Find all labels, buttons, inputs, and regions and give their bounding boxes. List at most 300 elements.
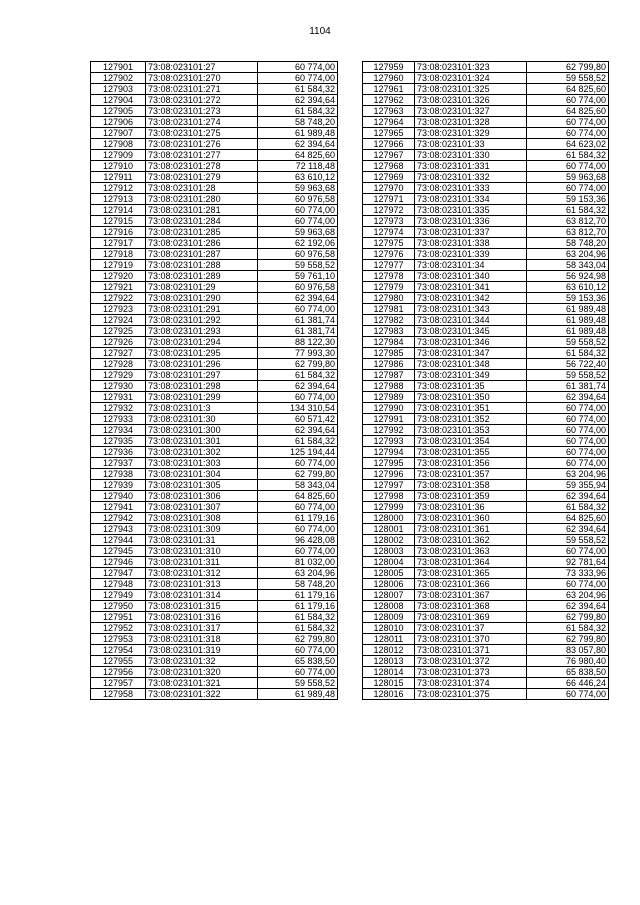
value-cell: 62 394,64 [258, 293, 338, 304]
table-row [363, 139, 609, 150]
value-cell: 60 774,00 [527, 447, 609, 458]
table-row [363, 370, 609, 381]
row-number-cell: 127984 [363, 337, 415, 348]
table-row [363, 425, 609, 436]
value-cell: 59 153,36 [527, 194, 609, 205]
table-row [363, 392, 609, 403]
cadastral-number-cell: 73:08:023101:284 [146, 216, 258, 227]
cadastral-number-cell: 73:08:023101:348 [415, 359, 527, 370]
row-number-cell: 127933 [91, 414, 146, 425]
cadastral-number-cell: 73:08:023101:310 [146, 546, 258, 557]
table-row [363, 546, 609, 557]
table-row [363, 128, 609, 139]
table-row [91, 447, 338, 458]
row-number-cell: 127983 [363, 326, 415, 337]
cadastral-number-cell: 73:08:023101:273 [146, 106, 258, 117]
value-cell: 61 179,16 [258, 601, 338, 612]
row-number-cell: 128001 [363, 524, 415, 535]
table-row [363, 623, 609, 634]
row-number-cell: 127903 [91, 84, 146, 95]
table-row [363, 205, 609, 216]
cadastral-number-cell: 73:08:023101:294 [146, 337, 258, 348]
cadastral-number-cell: 73:08:023101:32 [146, 656, 258, 667]
value-cell: 60 976,58 [258, 282, 338, 293]
value-cell: 62 394,64 [258, 95, 338, 106]
cadastral-number-cell: 73:08:023101:317 [146, 623, 258, 634]
cadastral-number-cell: 73:08:023101:352 [415, 414, 527, 425]
cadastral-number-cell: 73:08:023101:301 [146, 436, 258, 447]
value-cell: 63 204,96 [527, 590, 609, 601]
cadastral-number-cell: 73:08:023101:355 [415, 447, 527, 458]
table-row [91, 414, 338, 425]
row-number-cell: 127924 [91, 315, 146, 326]
table-row [91, 601, 338, 612]
cadastral-number-cell: 73:08:023101:353 [415, 425, 527, 436]
row-number-cell: 128016 [363, 689, 415, 700]
row-number-cell: 127939 [91, 480, 146, 491]
row-number-cell: 127956 [91, 667, 146, 678]
value-cell: 64 623,02 [527, 139, 609, 150]
cadastral-number-cell: 73:08:023101:37 [415, 623, 527, 634]
cadastral-number-cell: 73:08:023101:334 [415, 194, 527, 205]
value-cell: 60 774,00 [527, 546, 609, 557]
table-row [91, 425, 338, 436]
value-cell: 59 558,52 [527, 73, 609, 84]
value-cell: 60 774,00 [527, 403, 609, 414]
register-table-right [362, 61, 609, 700]
value-cell: 58 748,20 [258, 117, 338, 128]
cadastral-number-cell: 73:08:023101:293 [146, 326, 258, 337]
cadastral-number-cell: 73:08:023101:338 [415, 238, 527, 249]
cadastral-number-cell: 73:08:023101:371 [415, 645, 527, 656]
table-row [91, 502, 338, 513]
table-row [91, 678, 338, 689]
cadastral-number-cell: 73:08:023101:351 [415, 403, 527, 414]
row-number-cell: 127945 [91, 546, 146, 557]
cadastral-number-cell: 73:08:023101:339 [415, 249, 527, 260]
value-cell: 61 584,32 [258, 436, 338, 447]
table-row [363, 557, 609, 568]
value-cell: 60 774,00 [527, 117, 609, 128]
value-cell: 61 989,48 [527, 315, 609, 326]
value-cell: 63 610,12 [258, 172, 338, 183]
value-cell: 61 584,32 [258, 84, 338, 95]
row-number-cell: 127954 [91, 645, 146, 656]
cadastral-number-cell: 73:08:023101:286 [146, 238, 258, 249]
cadastral-number-cell: 73:08:023101:285 [146, 227, 258, 238]
cadastral-number-cell: 73:08:023101:319 [146, 645, 258, 656]
table-row [91, 62, 338, 73]
table-row [363, 689, 609, 700]
row-number-cell: 127907 [91, 128, 146, 139]
row-number-cell: 127936 [91, 447, 146, 458]
table-row [363, 656, 609, 667]
row-number-cell: 127916 [91, 227, 146, 238]
value-cell: 61 179,16 [258, 590, 338, 601]
table-row [91, 645, 338, 656]
value-cell: 59 963,68 [258, 183, 338, 194]
value-cell: 60 774,00 [258, 546, 338, 557]
table-row [91, 557, 338, 568]
table-row [363, 381, 609, 392]
table-row [363, 337, 609, 348]
row-number-cell: 127955 [91, 656, 146, 667]
cadastral-number-cell: 73:08:023101:281 [146, 205, 258, 216]
cadastral-number-cell: 73:08:023101:308 [146, 513, 258, 524]
value-cell: 62 394,64 [527, 524, 609, 535]
cadastral-number-cell: 73:08:023101:290 [146, 293, 258, 304]
value-cell: 60 774,00 [527, 128, 609, 139]
row-number-cell: 127922 [91, 293, 146, 304]
cadastral-number-cell: 73:08:023101:277 [146, 150, 258, 161]
row-number-cell: 127989 [363, 392, 415, 403]
value-cell: 61 584,32 [258, 106, 338, 117]
row-number-cell: 127908 [91, 139, 146, 150]
cadastral-number-cell: 73:08:023101:329 [415, 128, 527, 139]
cadastral-number-cell: 73:08:023101:307 [146, 502, 258, 513]
row-number-cell: 127987 [363, 370, 415, 381]
row-number-cell: 127999 [363, 502, 415, 513]
table-row [91, 139, 338, 150]
table-row [363, 359, 609, 370]
table-row [91, 128, 338, 139]
value-cell: 62 799,80 [258, 359, 338, 370]
row-number-cell: 127976 [363, 249, 415, 260]
row-number-cell: 127953 [91, 634, 146, 645]
table-row [91, 458, 338, 469]
row-number-cell: 127973 [363, 216, 415, 227]
cadastral-number-cell: 73:08:023101:297 [146, 370, 258, 381]
cadastral-number-cell: 73:08:023101:304 [146, 469, 258, 480]
row-number-cell: 127920 [91, 271, 146, 282]
table-row [363, 106, 609, 117]
row-number-cell: 127910 [91, 161, 146, 172]
row-number-cell: 127948 [91, 579, 146, 590]
cadastral-number-cell: 73:08:023101:36 [415, 502, 527, 513]
table-row [363, 172, 609, 183]
row-number-cell: 128015 [363, 678, 415, 689]
table-row [91, 590, 338, 601]
table-row [363, 458, 609, 469]
cadastral-number-cell: 73:08:023101:333 [415, 183, 527, 194]
cadastral-number-cell: 73:08:023101:358 [415, 480, 527, 491]
cadastral-number-cell: 73:08:023101:331 [415, 161, 527, 172]
cadastral-number-cell: 73:08:023101:374 [415, 678, 527, 689]
row-number-cell: 128013 [363, 656, 415, 667]
cadastral-number-cell: 73:08:023101:299 [146, 392, 258, 403]
row-number-cell: 127966 [363, 139, 415, 150]
row-number-cell: 127965 [363, 128, 415, 139]
value-cell: 62 799,80 [527, 612, 609, 623]
value-cell: 60 774,00 [527, 425, 609, 436]
value-cell: 81 032,00 [258, 557, 338, 568]
row-number-cell: 127949 [91, 590, 146, 601]
row-number-cell: 127962 [363, 95, 415, 106]
value-cell: 62 394,64 [527, 392, 609, 403]
value-cell: 60 774,00 [258, 667, 338, 678]
value-cell: 66 446,24 [527, 678, 609, 689]
cadastral-number-cell: 73:08:023101:340 [415, 271, 527, 282]
table-row [91, 568, 338, 579]
value-cell: 61 584,32 [258, 612, 338, 623]
cadastral-number-cell: 73:08:023101:278 [146, 161, 258, 172]
table-row [91, 623, 338, 634]
table-row [91, 656, 338, 667]
value-cell: 76 980,40 [527, 656, 609, 667]
row-number-cell: 127918 [91, 249, 146, 260]
page-number: 1104 [309, 26, 331, 37]
value-cell: 61 584,32 [527, 623, 609, 634]
row-number-cell: 127909 [91, 150, 146, 161]
row-number-cell: 127970 [363, 183, 415, 194]
row-number-cell: 128014 [363, 667, 415, 678]
table-row [91, 106, 338, 117]
value-cell: 59 963,68 [527, 172, 609, 183]
cadastral-number-cell: 73:08:023101:313 [146, 579, 258, 590]
row-number-cell: 127981 [363, 304, 415, 315]
row-number-cell: 127944 [91, 535, 146, 546]
cadastral-number-cell: 73:08:023101:326 [415, 95, 527, 106]
value-cell: 62 192,06 [258, 238, 338, 249]
value-cell: 58 748,20 [258, 579, 338, 590]
row-number-cell: 127974 [363, 227, 415, 238]
cadastral-number-cell: 73:08:023101:288 [146, 260, 258, 271]
row-number-cell: 128010 [363, 623, 415, 634]
cadastral-number-cell: 73:08:023101:321 [146, 678, 258, 689]
row-number-cell: 127904 [91, 95, 146, 106]
value-cell: 59 558,52 [258, 260, 338, 271]
row-number-cell: 127940 [91, 491, 146, 502]
value-cell: 61 989,48 [258, 128, 338, 139]
table-row [91, 535, 338, 546]
cadastral-number-cell: 73:08:023101:296 [146, 359, 258, 370]
table-row [363, 194, 609, 205]
row-number-cell: 127957 [91, 678, 146, 689]
table-row [363, 282, 609, 293]
row-number-cell: 127912 [91, 183, 146, 194]
row-number-cell: 127960 [363, 73, 415, 84]
row-number-cell: 127998 [363, 491, 415, 502]
row-number-cell: 127975 [363, 238, 415, 249]
table-row [363, 315, 609, 326]
row-number-cell: 127963 [363, 106, 415, 117]
row-number-cell: 127925 [91, 326, 146, 337]
table-row [91, 524, 338, 535]
row-number-cell: 128007 [363, 590, 415, 601]
row-number-cell: 127941 [91, 502, 146, 513]
row-number-cell: 127935 [91, 436, 146, 447]
cadastral-number-cell: 73:08:023101:291 [146, 304, 258, 315]
cadastral-number-cell: 73:08:023101:364 [415, 557, 527, 568]
cadastral-number-cell: 73:08:023101:280 [146, 194, 258, 205]
value-cell: 62 799,80 [527, 62, 609, 73]
value-cell: 92 781,64 [527, 557, 609, 568]
value-cell: 59 153,36 [527, 293, 609, 304]
row-number-cell: 127902 [91, 73, 146, 84]
table-row [91, 579, 338, 590]
table-row [363, 590, 609, 601]
cadastral-number-cell: 73:08:023101:337 [415, 227, 527, 238]
value-cell: 62 394,64 [258, 425, 338, 436]
table-row [91, 260, 338, 271]
cadastral-number-cell: 73:08:023101:272 [146, 95, 258, 106]
table-row [91, 282, 338, 293]
value-cell: 134 310,54 [258, 403, 338, 414]
cadastral-number-cell: 73:08:023101:295 [146, 348, 258, 359]
value-cell: 62 394,64 [258, 139, 338, 150]
cadastral-number-cell: 73:08:023101:311 [146, 557, 258, 568]
value-cell: 61 381,74 [258, 315, 338, 326]
row-number-cell: 127996 [363, 469, 415, 480]
table-row [91, 194, 338, 205]
table-row [363, 326, 609, 337]
cadastral-number-cell: 73:08:023101:332 [415, 172, 527, 183]
value-cell: 60 774,00 [258, 73, 338, 84]
row-number-cell: 127934 [91, 425, 146, 436]
cadastral-number-cell: 73:08:023101:336 [415, 216, 527, 227]
table-row [91, 172, 338, 183]
cadastral-number-cell: 73:08:023101:314 [146, 590, 258, 601]
cadastral-number-cell: 73:08:023101:318 [146, 634, 258, 645]
table-row [91, 117, 338, 128]
row-number-cell: 127913 [91, 194, 146, 205]
table-row [363, 73, 609, 84]
cadastral-number-cell: 73:08:023101:341 [415, 282, 527, 293]
table-row [363, 491, 609, 502]
table-row [91, 667, 338, 678]
table-row [363, 469, 609, 480]
row-number-cell: 127905 [91, 106, 146, 117]
cadastral-number-cell: 73:08:023101:369 [415, 612, 527, 623]
table-row [363, 612, 609, 623]
table-row [363, 403, 609, 414]
row-number-cell: 127990 [363, 403, 415, 414]
table-row [91, 436, 338, 447]
cadastral-number-cell: 73:08:023101:345 [415, 326, 527, 337]
row-number-cell: 127938 [91, 469, 146, 480]
value-cell: 58 343,04 [258, 480, 338, 491]
cadastral-number-cell: 73:08:023101:312 [146, 568, 258, 579]
value-cell: 62 394,64 [527, 601, 609, 612]
cadastral-number-cell: 73:08:023101:350 [415, 392, 527, 403]
row-number-cell: 127967 [363, 150, 415, 161]
register-table-right-body [363, 62, 609, 700]
cadastral-number-cell: 73:08:023101:306 [146, 491, 258, 502]
cadastral-number-cell: 73:08:023101:302 [146, 447, 258, 458]
row-number-cell: 127985 [363, 348, 415, 359]
cadastral-number-cell: 73:08:023101:30 [146, 414, 258, 425]
row-number-cell: 127980 [363, 293, 415, 304]
value-cell: 63 610,12 [527, 282, 609, 293]
value-cell: 60 774,00 [258, 304, 338, 315]
table-row [91, 348, 338, 359]
row-number-cell: 127923 [91, 304, 146, 315]
cadastral-number-cell: 73:08:023101:305 [146, 480, 258, 491]
value-cell: 58 343,04 [527, 260, 609, 271]
row-number-cell: 128011 [363, 634, 415, 645]
cadastral-number-cell: 73:08:023101:346 [415, 337, 527, 348]
table-row [91, 216, 338, 227]
value-cell: 60 774,00 [258, 645, 338, 656]
cadastral-number-cell: 73:08:023101:316 [146, 612, 258, 623]
value-cell: 60 774,00 [527, 436, 609, 447]
value-cell: 60 774,00 [527, 458, 609, 469]
cadastral-number-cell: 73:08:023101:359 [415, 491, 527, 502]
value-cell: 60 774,00 [258, 458, 338, 469]
value-cell: 61 381,74 [258, 326, 338, 337]
table-row [91, 293, 338, 304]
row-number-cell: 127926 [91, 337, 146, 348]
row-number-cell: 128003 [363, 546, 415, 557]
value-cell: 65 838,50 [527, 667, 609, 678]
table-row [91, 183, 338, 194]
cadastral-number-cell: 73:08:023101:360 [415, 513, 527, 524]
value-cell: 61 584,32 [527, 205, 609, 216]
table-row [363, 84, 609, 95]
cadastral-number-cell: 73:08:023101:375 [415, 689, 527, 700]
row-number-cell: 127917 [91, 238, 146, 249]
table-row [363, 634, 609, 645]
value-cell: 60 774,00 [527, 95, 609, 106]
cadastral-number-cell: 73:08:023101:323 [415, 62, 527, 73]
row-number-cell: 127964 [363, 117, 415, 128]
table-row [91, 326, 338, 337]
value-cell: 77 993,30 [258, 348, 338, 359]
row-number-cell: 127979 [363, 282, 415, 293]
table-row [91, 469, 338, 480]
value-cell: 56 722,40 [527, 359, 609, 370]
cadastral-number-cell: 73:08:023101:300 [146, 425, 258, 436]
value-cell: 56 924,98 [527, 271, 609, 282]
table-row [91, 249, 338, 260]
table-row [363, 513, 609, 524]
cadastral-number-cell: 73:08:023101:315 [146, 601, 258, 612]
cadastral-number-cell: 73:08:023101:373 [415, 667, 527, 678]
value-cell: 60 774,00 [527, 183, 609, 194]
table-row [91, 304, 338, 315]
row-number-cell: 127986 [363, 359, 415, 370]
table-row [91, 370, 338, 381]
row-number-cell: 127943 [91, 524, 146, 535]
value-cell: 61 584,32 [527, 150, 609, 161]
row-number-cell: 127901 [91, 62, 146, 73]
value-cell: 63 204,96 [258, 568, 338, 579]
row-number-cell: 127977 [363, 260, 415, 271]
row-number-cell: 127993 [363, 436, 415, 447]
row-number-cell: 127971 [363, 194, 415, 205]
value-cell: 60 774,00 [258, 392, 338, 403]
row-number-cell: 127915 [91, 216, 146, 227]
cadastral-number-cell: 73:08:023101:275 [146, 128, 258, 139]
value-cell: 62 799,80 [527, 634, 609, 645]
table-row [91, 403, 338, 414]
cadastral-number-cell: 73:08:023101:366 [415, 579, 527, 590]
value-cell: 61 989,48 [527, 326, 609, 337]
value-cell: 63 812,70 [527, 216, 609, 227]
cadastral-number-cell: 73:08:023101:361 [415, 524, 527, 535]
cadastral-number-cell: 73:08:023101:3 [146, 403, 258, 414]
row-number-cell: 127951 [91, 612, 146, 623]
row-number-cell: 127911 [91, 172, 146, 183]
value-cell: 125 194,44 [258, 447, 338, 458]
table-row [91, 513, 338, 524]
row-number-cell: 127942 [91, 513, 146, 524]
value-cell: 64 825,60 [527, 513, 609, 524]
value-cell: 83 057,80 [527, 645, 609, 656]
row-number-cell: 127930 [91, 381, 146, 392]
row-number-cell: 128008 [363, 601, 415, 612]
value-cell: 64 825,60 [258, 150, 338, 161]
